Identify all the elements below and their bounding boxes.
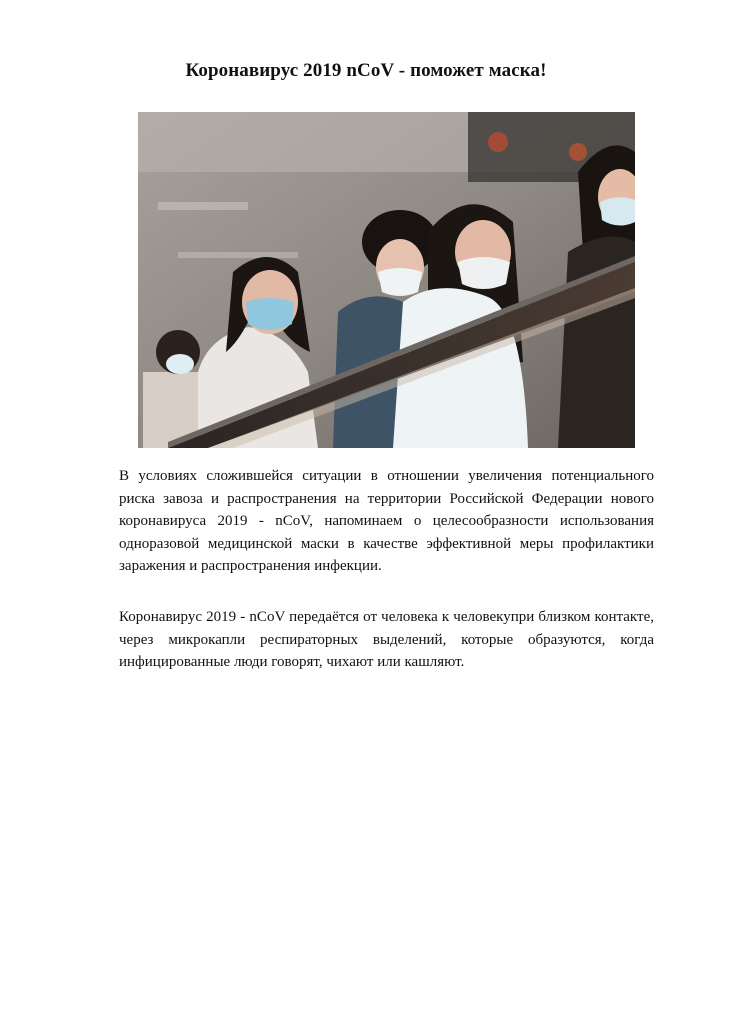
- paragraph-1: В условиях сложившейся ситуации в отношении увеличения потенциального риска завоза и распространения на территории Российской Федерации нового коронавируса 2019 - nCoV, напоминаем о целесообразности использования одноразовой медицинской маски в качестве эффективной меры профилактики заражения и распространения инфекции.: [119, 468, 654, 574]
- photo: [138, 112, 635, 448]
- paragraph-2: Коронавирус 2019 - nCoV передаётся от человека к человекупри близком контакте, через микрокапли респираторных выделений, которые образуются, когда инфицированные люди говорят, чихают или кашляют.: [119, 609, 654, 670]
- people-in-masks-photo-icon: [138, 112, 635, 448]
- page-title: Коронавирус 2019 nCoV - поможет маска!: [185, 60, 547, 81]
